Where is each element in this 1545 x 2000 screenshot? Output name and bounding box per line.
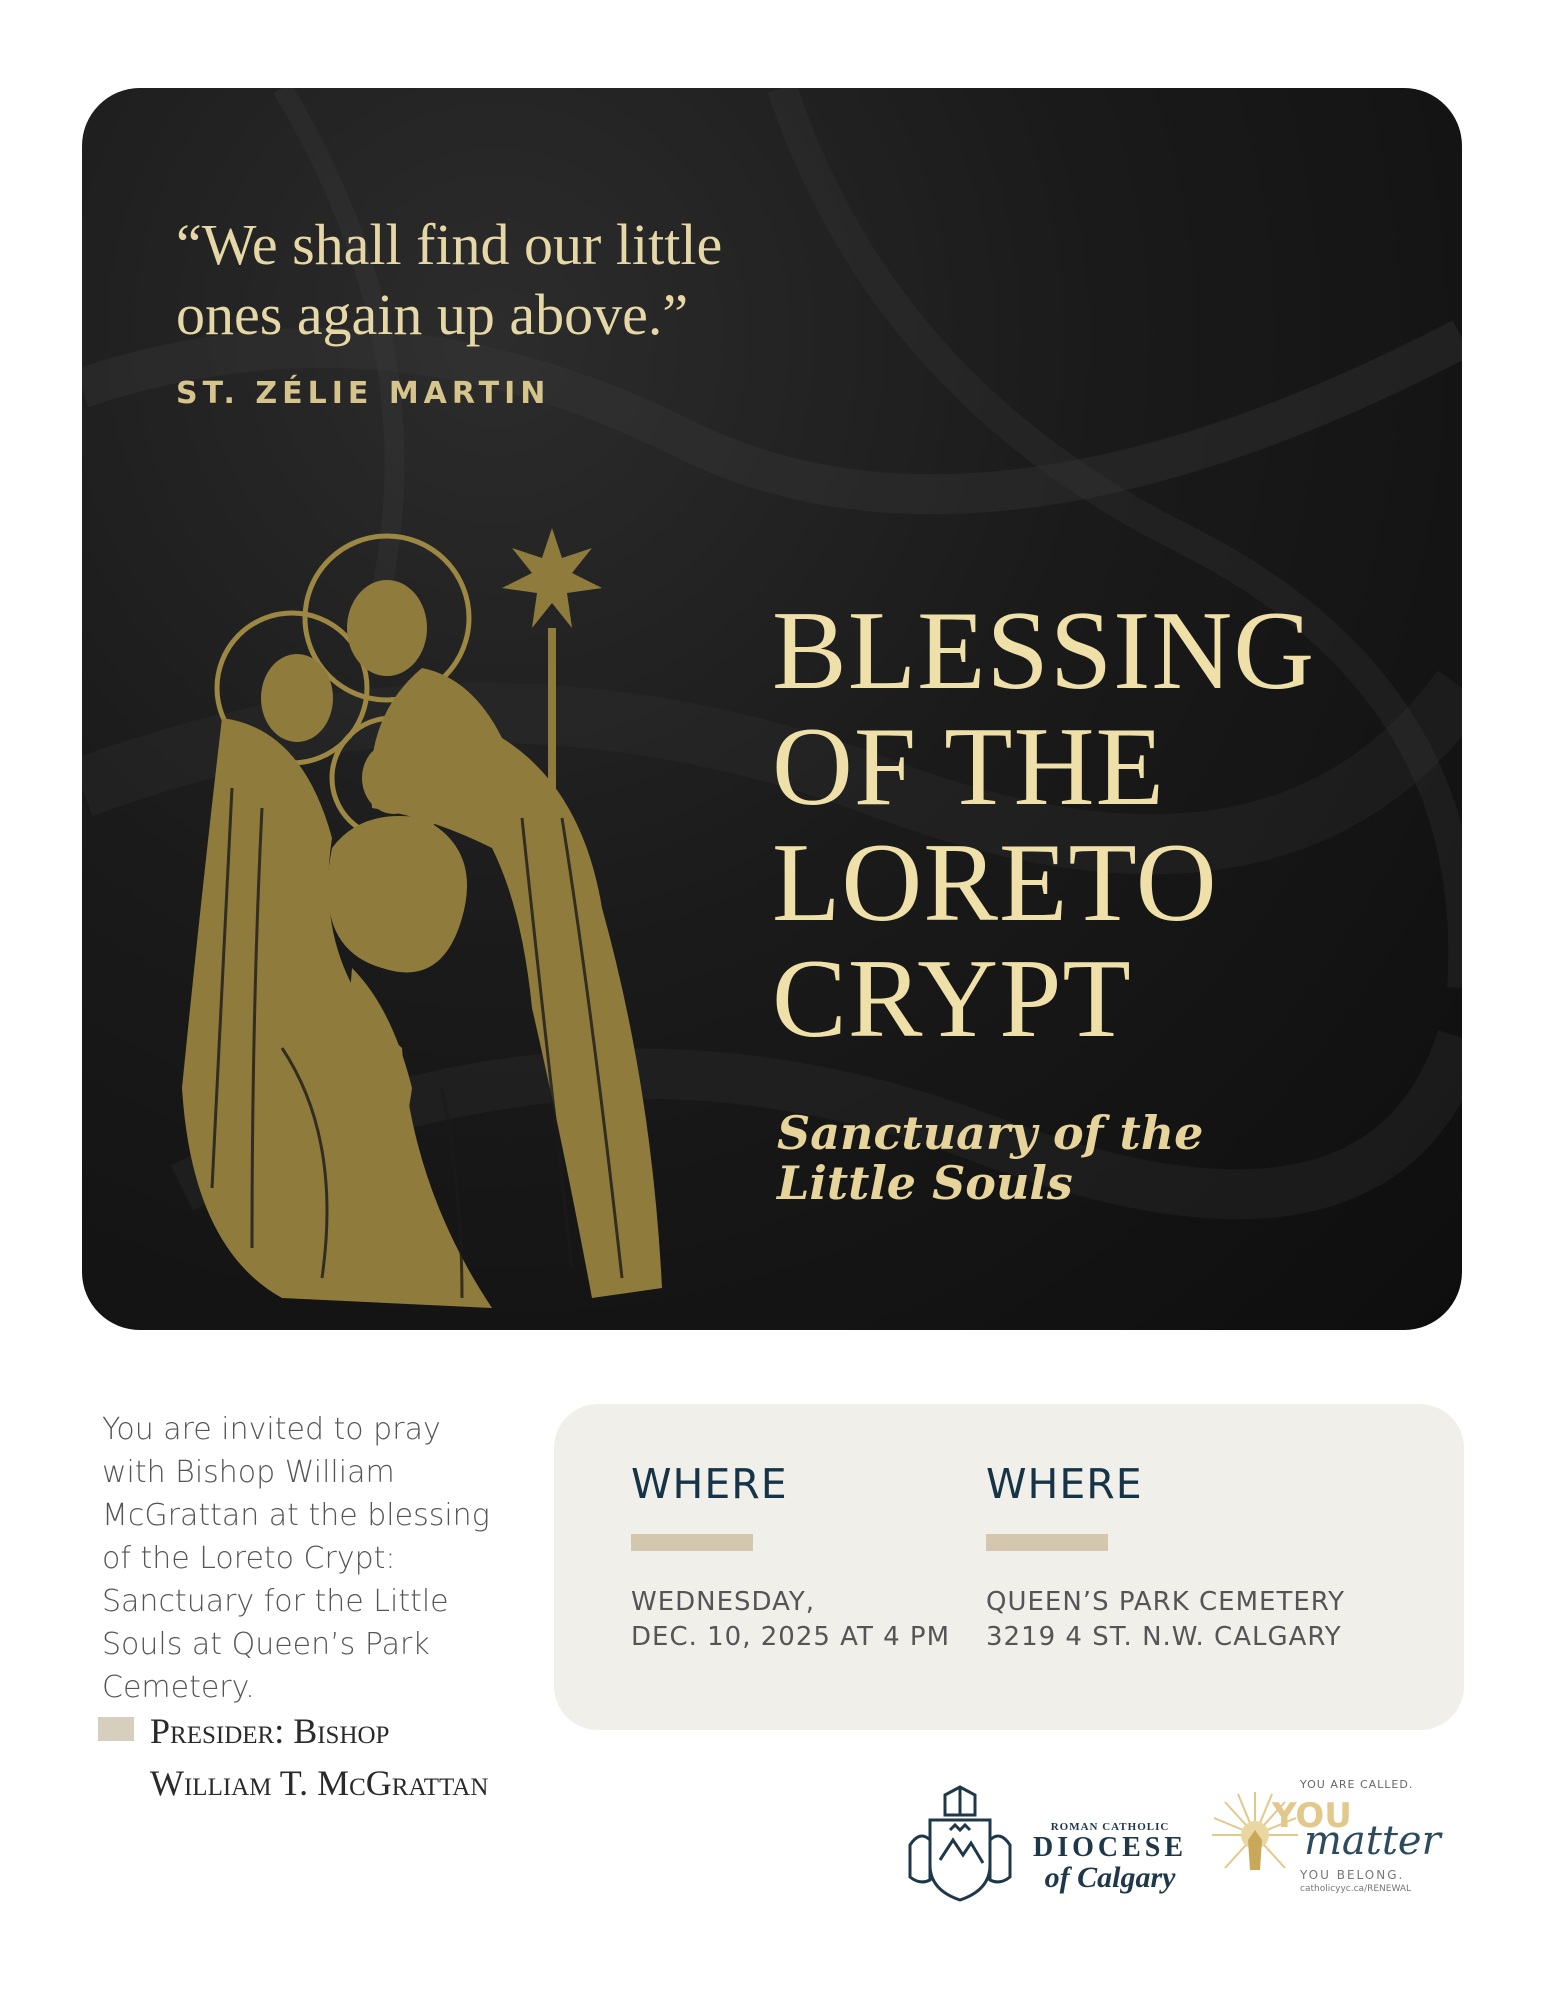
renewal-tagline: YOU ARE CALLED.	[1300, 1778, 1414, 1791]
event-title	[772, 589, 1412, 1061]
title-line: BLESSING	[772, 589, 1316, 713]
title-line: OF THE	[772, 705, 1165, 829]
location-line: 3219 4 ST. N.W. CALGARY	[986, 1622, 1342, 1652]
heading-bar	[631, 1534, 753, 1551]
diocese-wordmark	[1033, 1821, 1187, 1893]
location-heading: WHERE	[986, 1460, 1143, 1508]
renewal-url: catholicyyc.ca/RENEWAL	[1300, 1884, 1412, 1894]
details-date-column	[631, 1460, 1021, 1655]
renewal-logo	[1200, 1760, 1440, 1900]
quote-attribution: ST. ZÉLIE MARTIN	[176, 376, 551, 411]
location-value	[986, 1585, 1376, 1655]
renewal-belong: YOU BELONG.	[1300, 1868, 1405, 1882]
details-box	[554, 1404, 1464, 1730]
subtitle-line: Sanctuary of the	[777, 1106, 1204, 1160]
diocese-big-text: DIOCESE	[1033, 1832, 1188, 1863]
invitation-text: You are invited to pray with Bishop William McGrattan at the blessing of the Loreto Crypt: Sanctuary for the Little Souls at Queen’s Park Cemetery.	[102, 1412, 490, 1705]
diocese-city-text: of Calgary	[1044, 1861, 1176, 1894]
renewal-you: YOU	[1272, 1796, 1352, 1836]
date-value	[631, 1585, 1021, 1655]
title-line: CRYPT	[772, 937, 1132, 1061]
date-line: WEDNESDAY,	[631, 1587, 816, 1617]
heading-bar	[986, 1534, 1108, 1551]
presider-marker	[98, 1717, 134, 1741]
subtitle-line: Little Souls	[777, 1156, 1073, 1210]
diocese-small-text: ROMAN CATHOLIC	[1050, 1821, 1170, 1833]
event-subtitle	[777, 1108, 1277, 1208]
quote-text: “We shall find our little ones again up above.”	[176, 212, 723, 347]
diocese-logo	[905, 1785, 1188, 1905]
diocese-crest-icon	[905, 1785, 1015, 1905]
renewal-matter: matter	[1304, 1818, 1441, 1864]
hero-card	[82, 88, 1462, 1330]
location-line: QUEEN’S PARK CEMETERY	[986, 1587, 1346, 1617]
date-line: DEC. 10, 2025 AT 4 PM	[631, 1622, 951, 1652]
details-location-column	[986, 1460, 1376, 1655]
holy-family-illustration	[162, 488, 722, 1318]
title-line: LORETO	[772, 821, 1218, 945]
date-heading: WHERE	[631, 1460, 788, 1508]
presider-text: Presider: Bishop William T. McGrattan	[150, 1711, 489, 1803]
